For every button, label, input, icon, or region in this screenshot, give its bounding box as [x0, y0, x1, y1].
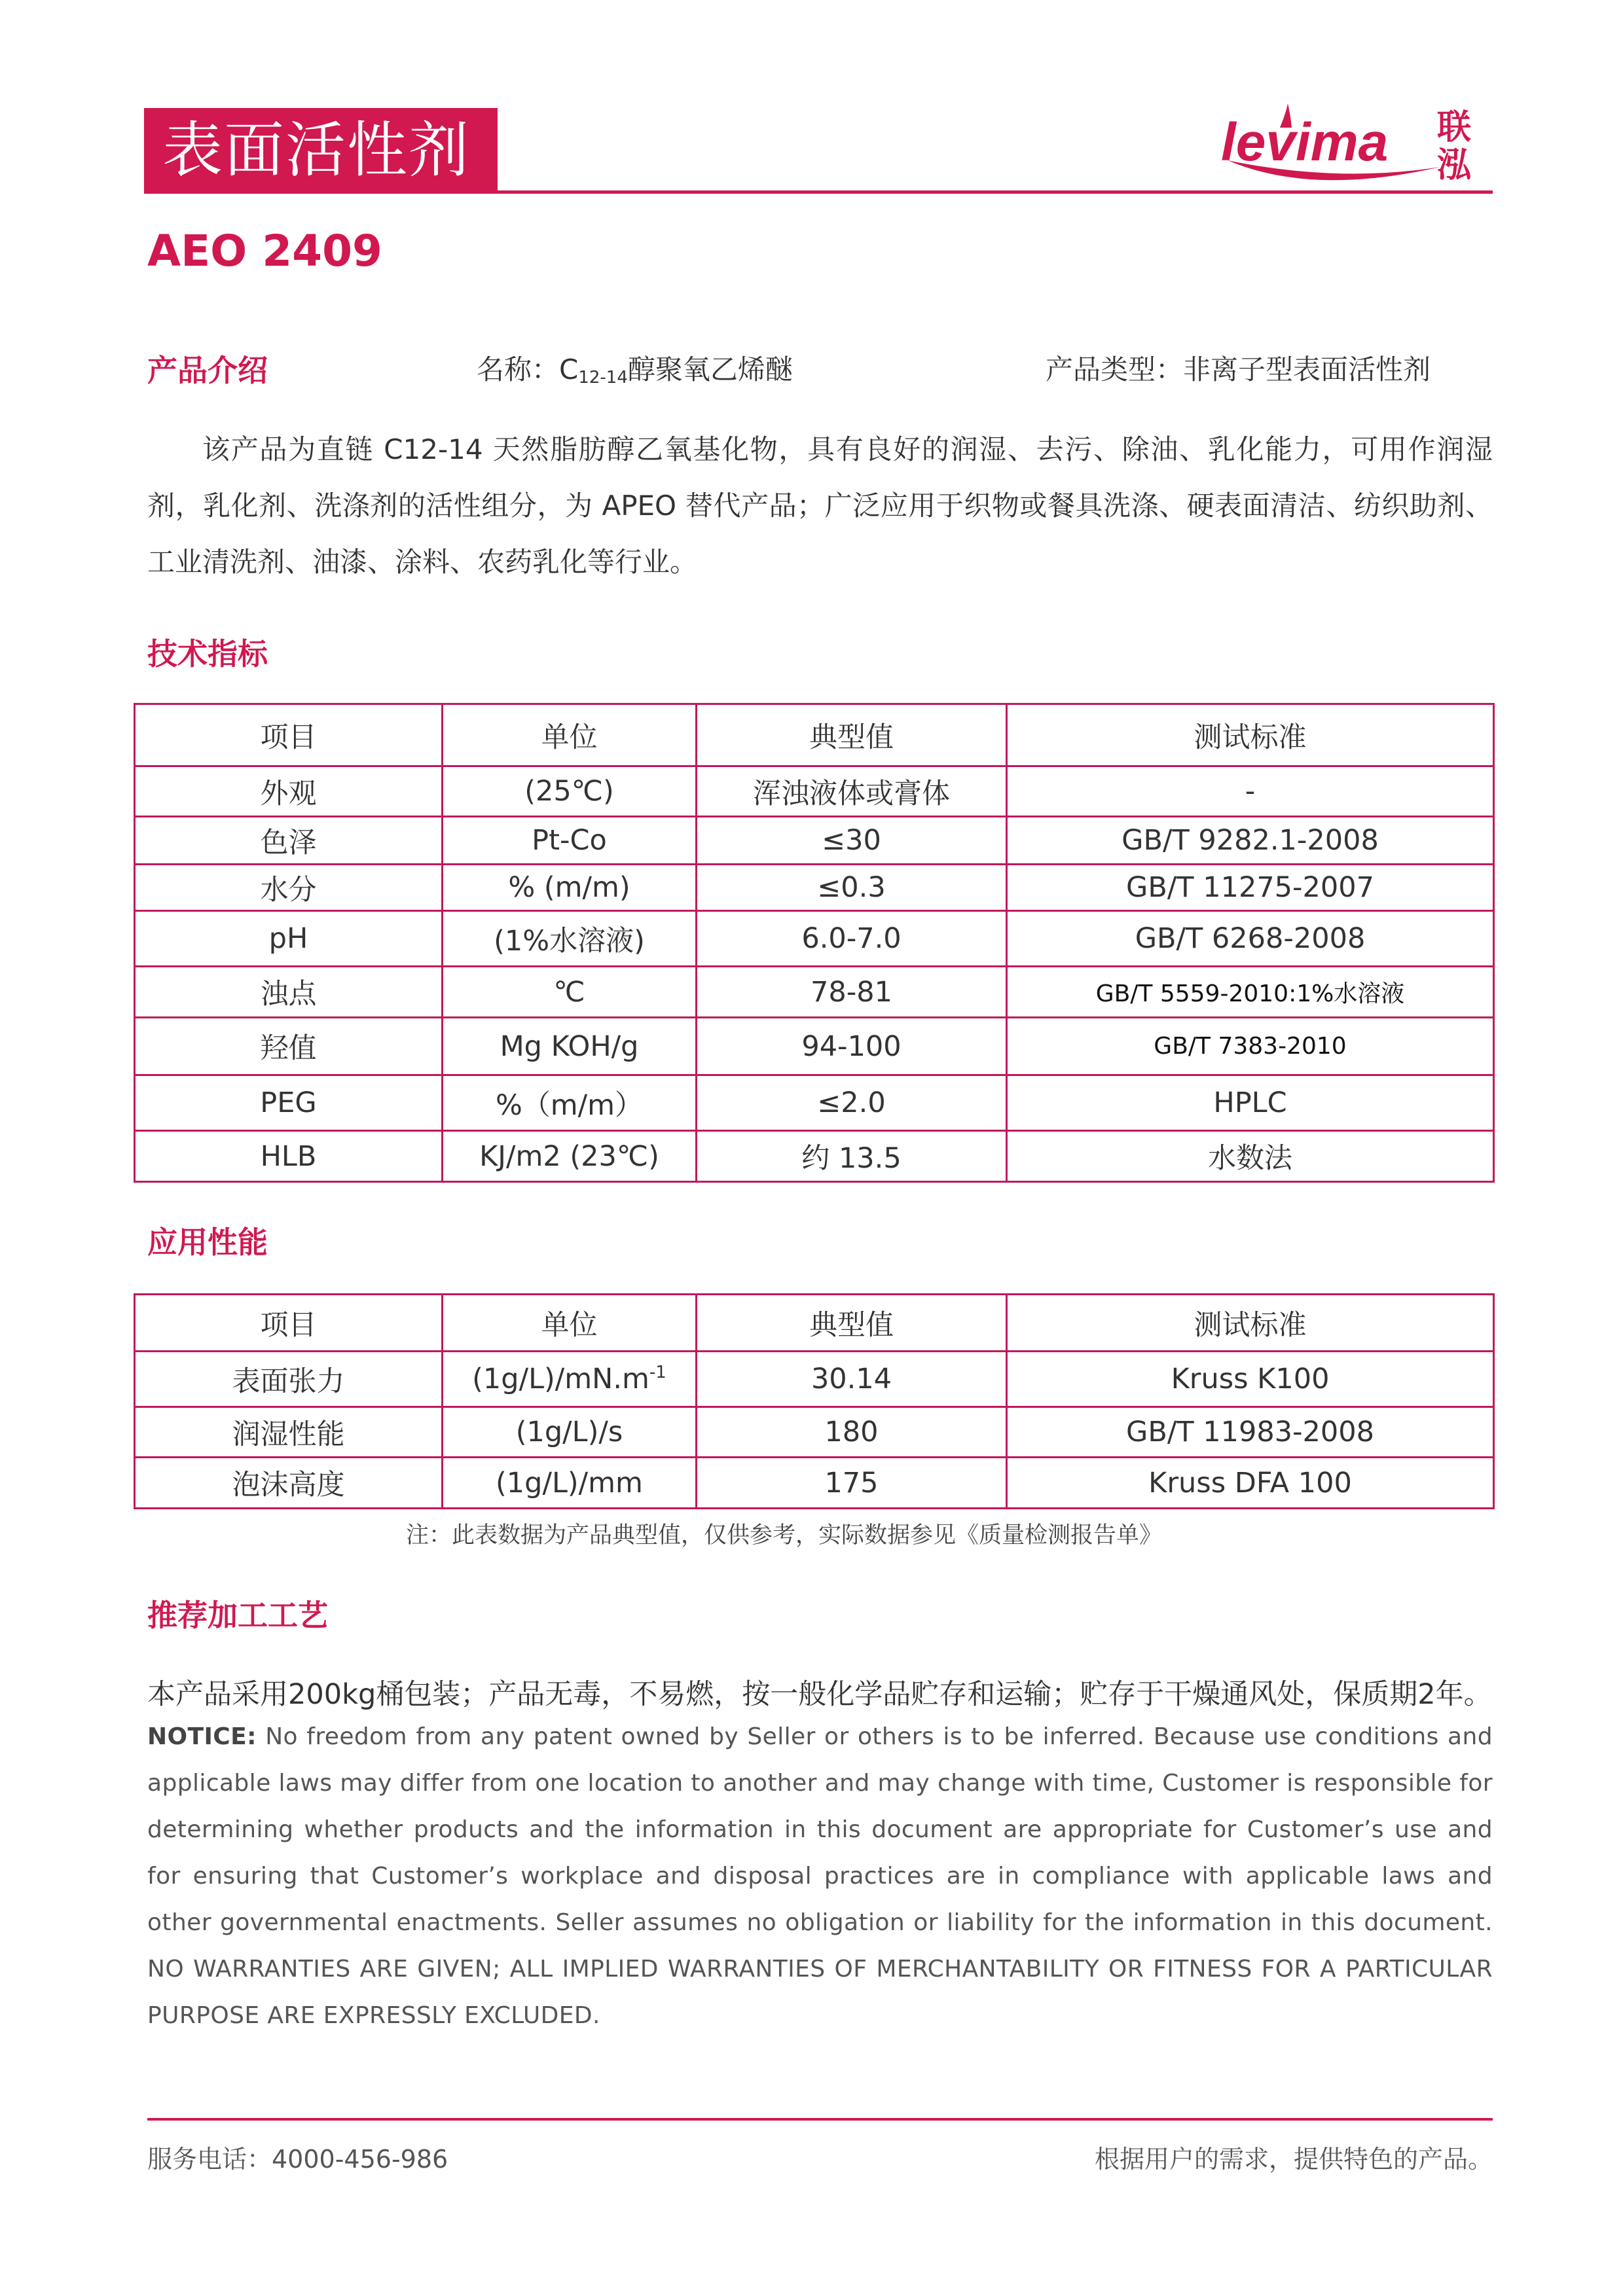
column-header: 典型值	[697, 704, 1007, 766]
notice-text: No freedom from any patent owned by Seller or others is to be inferred. Because use conditions and applicable laws may differ from one location to another and may change with time, Customer is responsible for determining whether products and the information in this document are appropriate for Customer’s use and for ensuring that Customer’s workplace and disposal practices are in compliance with applicable laws and other governmental enactments. Seller assumes no obligation or liability for the information in this document. NO WARRANTIES ARE GIVEN; ALL IMPLIED WARRANTIES OF MERCHANTABILITY OR FITNESS FOR A PARTICULAR PURPOSE ARE EXPRESSLY EXCLUDED.	[147, 1723, 1493, 2029]
table-cell: 180	[697, 1407, 1007, 1458]
tech-spec-table	[134, 703, 1495, 1183]
table-cell: Kruss DFA 100	[1007, 1458, 1494, 1509]
table-row	[135, 1407, 1494, 1458]
product-name	[477, 348, 793, 387]
table-cell: 78-81	[697, 967, 1007, 1018]
table-row	[135, 1018, 1494, 1075]
header-divider	[144, 190, 1493, 194]
table-cell: 外观	[135, 766, 443, 817]
table-cell: Kruss K100	[1007, 1352, 1494, 1407]
table-cell: PEG	[135, 1075, 443, 1131]
table-cell: %（m/m）	[443, 1075, 697, 1131]
table-cell: GB/T 9282.1-2008	[1007, 817, 1494, 865]
tech-heading: 技术指标	[147, 636, 268, 672]
footer-slogan: 根据用户的需求，提供特色的产品。	[1094, 2145, 1493, 2174]
table-cell: ≤0.3	[697, 865, 1007, 911]
table-cell: 润湿性能	[135, 1407, 443, 1458]
intro-heading: 产品介绍	[147, 353, 268, 388]
footer-phone: 服务电话：4000-456-986	[147, 2145, 448, 2174]
table-cell: 水分	[135, 865, 443, 911]
table-cell: 表面张力	[135, 1352, 443, 1407]
column-header: 项目	[135, 1295, 443, 1352]
product-type: 产品类型：非离子型表面活性剂	[1046, 353, 1431, 386]
table-row	[135, 1075, 1494, 1131]
table-cell: 泡沫高度	[135, 1458, 443, 1509]
table-cell: Pt-Co	[443, 817, 697, 865]
table-cell: 30.14	[697, 1352, 1007, 1407]
table-cell: 浑浊液体或膏体	[697, 766, 1007, 817]
table-cell: 色泽	[135, 817, 443, 865]
table-cell: KJ/m2 (23℃)	[443, 1131, 697, 1182]
table-cell: (1g/L)/mm	[443, 1458, 697, 1509]
table-cell: 浊点	[135, 967, 443, 1018]
table-cell: 水数法	[1007, 1131, 1494, 1182]
table-cell: GB/T 7383-2010	[1007, 1018, 1494, 1075]
notice-paragraph	[147, 1713, 1493, 2039]
table-cell: GB/T 5559-2010:1%水溶液	[1007, 967, 1494, 1018]
table-cell: GB/T 11275-2007	[1007, 865, 1494, 911]
logo-text: levima	[1221, 113, 1389, 172]
table-row	[135, 766, 1494, 817]
column-header: 单位	[443, 704, 697, 766]
table-cell	[443, 1352, 697, 1407]
product-name-subscript: 12-14	[578, 368, 628, 387]
table-cell: (25℃)	[443, 766, 697, 817]
table-cell: ℃	[443, 967, 697, 1018]
table-header-row	[135, 1295, 1494, 1352]
table-cell: % (m/m)	[443, 865, 697, 911]
app-heading: 应用性能	[147, 1225, 268, 1260]
table-cell: 6.0-7.0	[697, 911, 1007, 967]
table-cell: HLB	[135, 1131, 443, 1182]
tension-unit: (1g/L)/mN.m	[472, 1363, 649, 1395]
process-text: 本产品采用200kg桶包装；产品无毒，不易燃，按一般化学品贮存和运输；贮存于干燥通风处，保质期2年。	[147, 1678, 1492, 1711]
app-performance-table	[134, 1293, 1495, 1509]
product-code: AEO 2409	[147, 226, 382, 276]
notice-label: NOTICE:	[147, 1723, 257, 1750]
table-cell: -	[1007, 766, 1494, 817]
table-row	[135, 1352, 1494, 1407]
product-name-prefix: 名称：C	[477, 353, 579, 386]
footer-divider	[147, 2118, 1493, 2121]
column-header: 测试标准	[1007, 1295, 1494, 1352]
table-note: 注：此表数据为产品典型值，仅供参考，实际数据参见《质量检测报告单》	[406, 1522, 1163, 1549]
table-cell: HPLC	[1007, 1075, 1494, 1131]
table-row	[135, 911, 1494, 967]
table-cell: 约 13.5	[697, 1131, 1007, 1182]
table-row	[135, 967, 1494, 1018]
table-cell: pH	[135, 911, 443, 967]
table-cell: Mg KOH/g	[443, 1018, 697, 1075]
logo-cn-1: 联	[1437, 108, 1472, 147]
column-header: 项目	[135, 704, 443, 766]
table-cell: (1%水溶液)	[443, 911, 697, 967]
table-cell: ≤2.0	[697, 1075, 1007, 1131]
product-name-rest: 醇聚氧乙烯醚	[627, 353, 793, 386]
logo-cn-2: 泓	[1437, 146, 1472, 185]
table-row	[135, 817, 1494, 865]
table-header-row	[135, 704, 1494, 766]
table-cell: 175	[697, 1458, 1007, 1509]
table-row	[135, 1458, 1494, 1509]
intro-paragraph: 该产品为直链 C12-14 天然脂肪醇乙氧基化物，具有良好的润湿、去污、除油、乳化能力，可用作润湿剂，乳化剂、洗涤剂的活性组分，为 APEO 替代产品；广泛应用于织物或餐具洗涤、硬表面清洁、纺织助剂、工业清洗剂、油漆、涂料、农药乳化等行业。	[147, 433, 1493, 578]
levima-logo	[1214, 98, 1493, 187]
column-header: 单位	[443, 1295, 697, 1352]
table-cell: 羟值	[135, 1018, 443, 1075]
tension-unit-superscript: -1	[649, 1363, 666, 1382]
table-row	[135, 865, 1494, 911]
table-cell: 94-100	[697, 1018, 1007, 1075]
header-title: 表面活性剂	[162, 115, 471, 185]
column-header: 测试标准	[1007, 704, 1494, 766]
table-cell: GB/T 6268-2008	[1007, 911, 1494, 967]
table-cell: GB/T 11983-2008	[1007, 1407, 1494, 1458]
table-row	[135, 1131, 1494, 1182]
table-cell: (1g/L)/s	[443, 1407, 697, 1458]
process-heading: 推荐加工工艺	[147, 1598, 328, 1633]
column-header: 典型值	[697, 1295, 1007, 1352]
table-cell: ≤30	[697, 817, 1007, 865]
